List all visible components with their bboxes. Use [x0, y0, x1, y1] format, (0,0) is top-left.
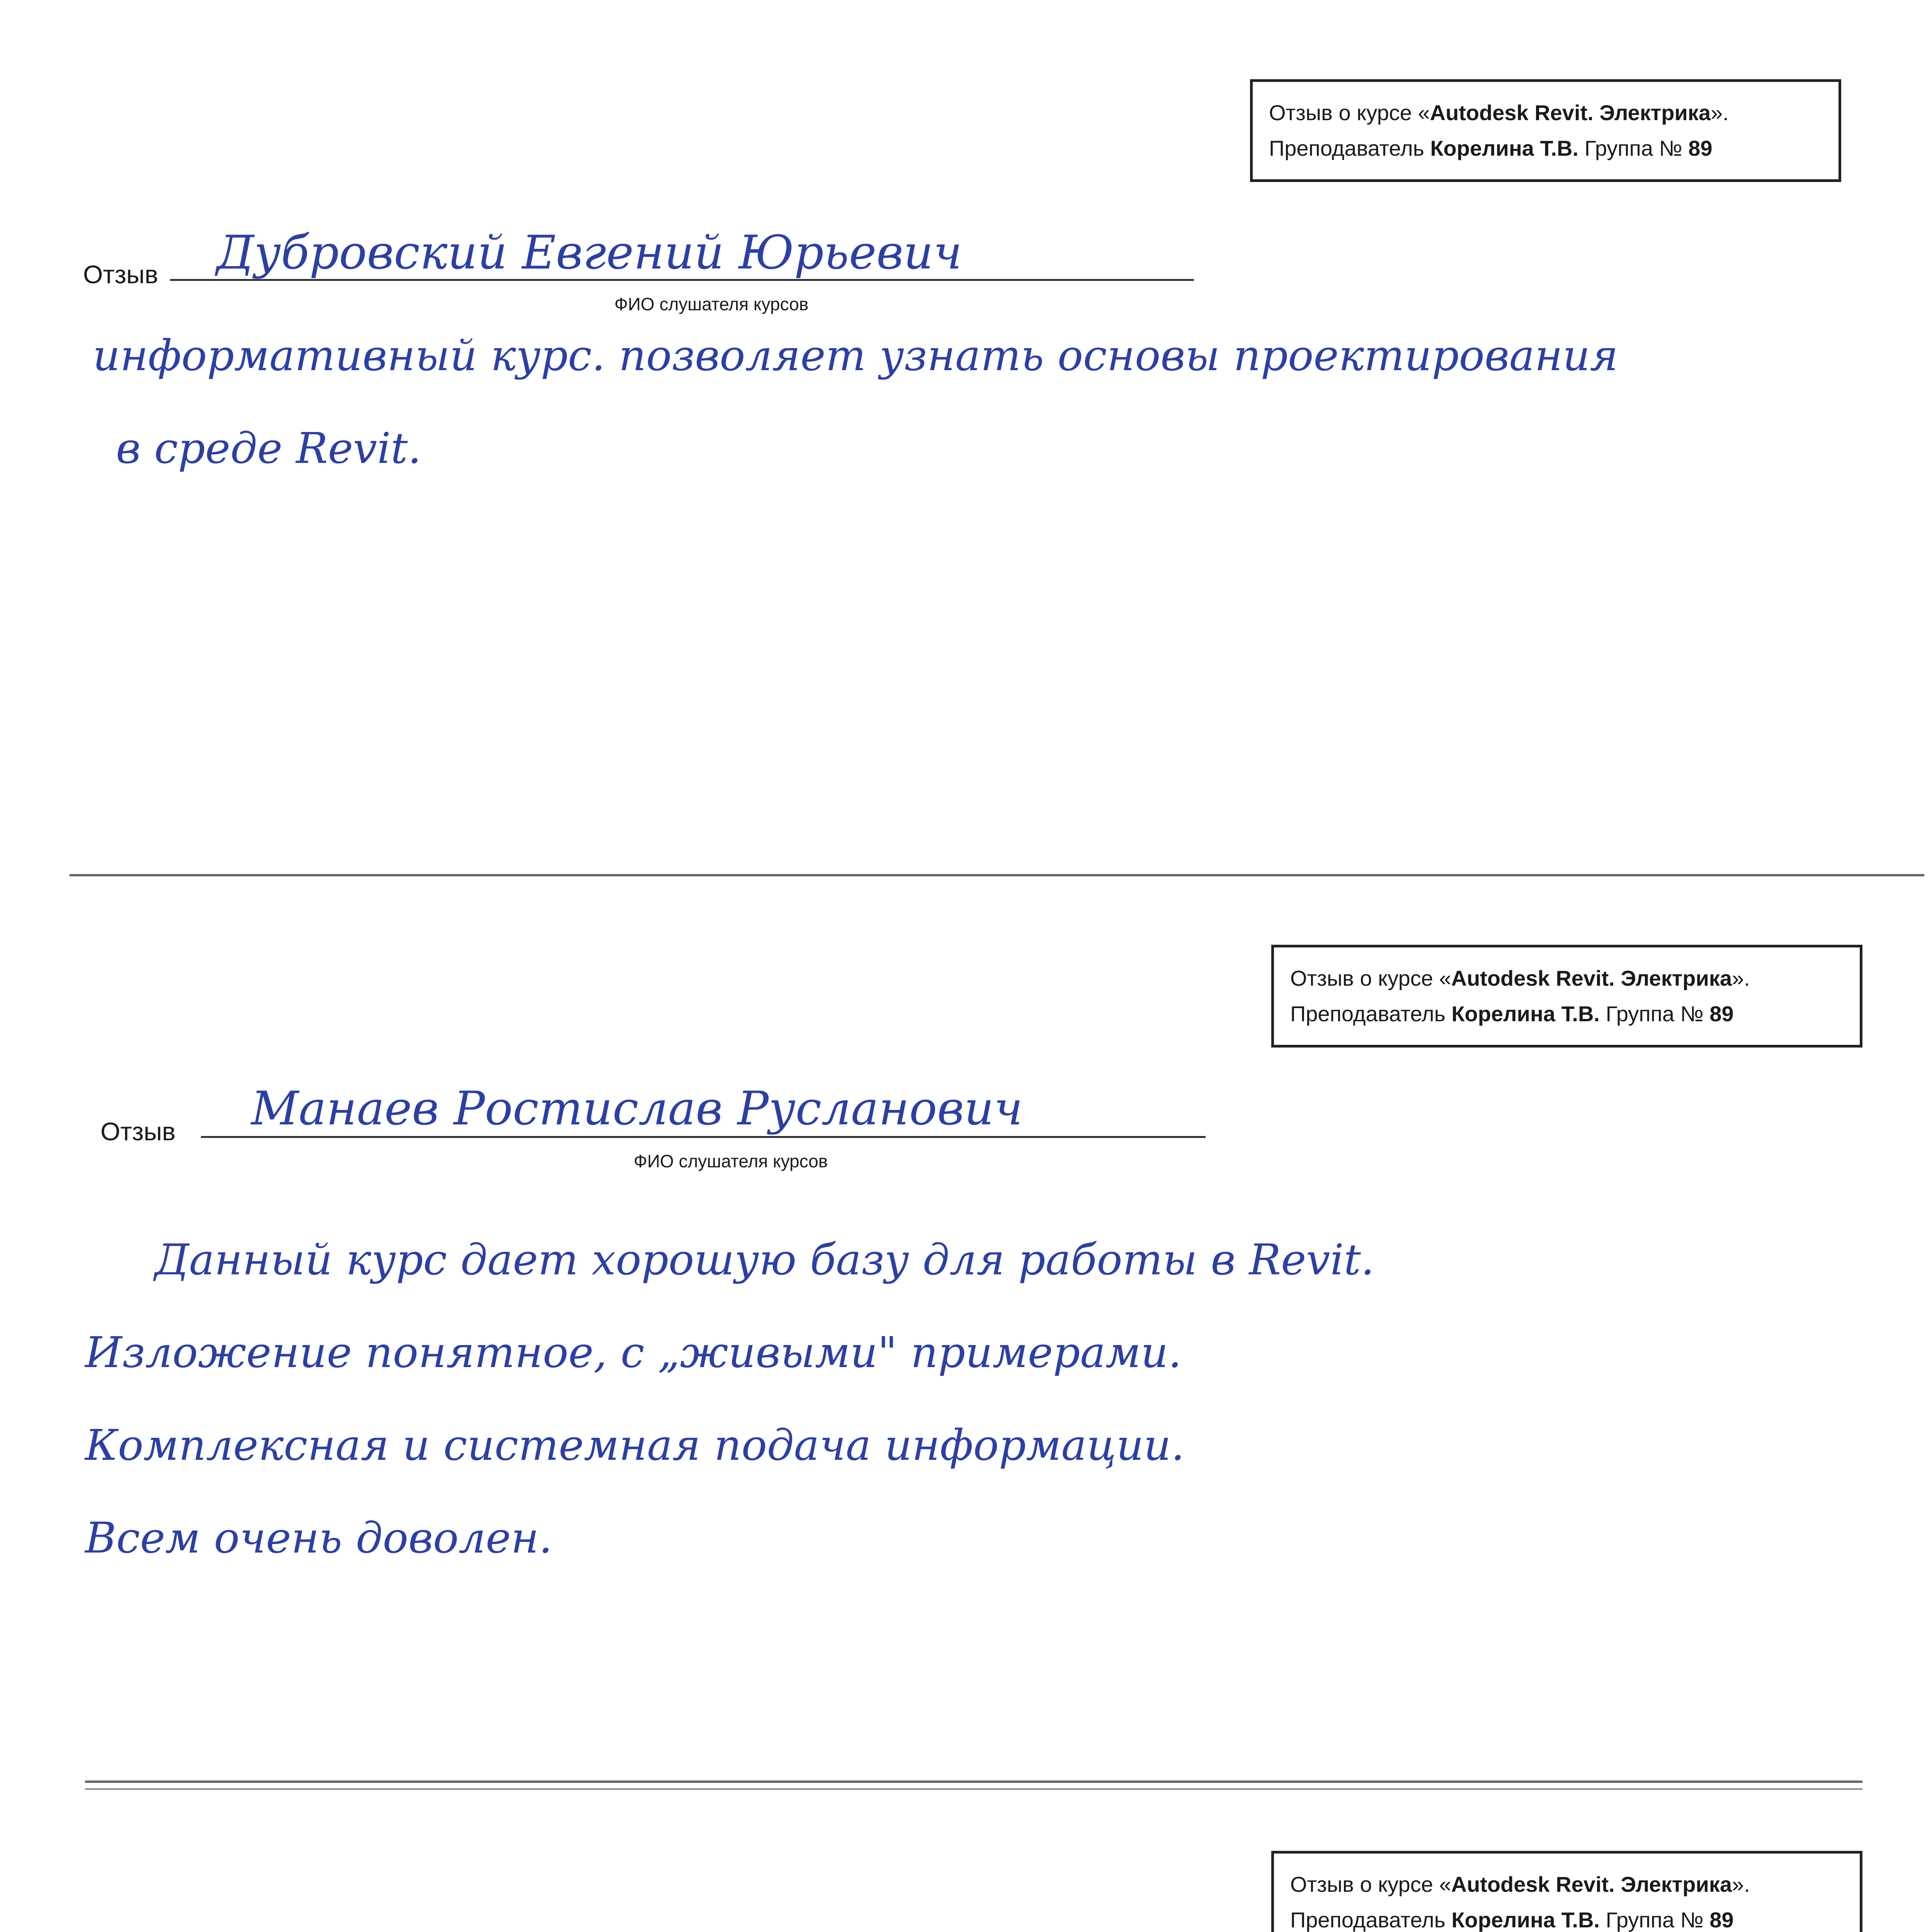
cut-line: [85, 1788, 1862, 1790]
course-line: Отзыв о курсе «Autodesk Revit. Электрика».: [1269, 100, 1729, 125]
review-line: Комплексная и системная подача информации.: [85, 1420, 1185, 1470]
student-name: Манаев Ростислав Русланович: [251, 1082, 1023, 1136]
review-label: Отзыв: [83, 260, 158, 289]
fio-caption: ФИО слушателя курсов: [634, 1151, 828, 1171]
course-name: Autodesk Revit. Электрика: [1451, 966, 1732, 990]
review-card-1: [0, 0, 1932, 889]
teacher-line: Преподаватель Корелина Т.В. Группа № 89: [1269, 136, 1713, 160]
review-line: информативный курс. позволяет узнать основы проектирования: [93, 331, 1618, 380]
review-card-2: [0, 889, 1932, 1777]
course-line: Отзыв о курсе «Autodesk Revit. Электрика».: [1290, 966, 1750, 990]
group-number: 89: [1709, 1908, 1734, 1932]
cut-line: [70, 874, 1924, 876]
review-card-3: [0, 1797, 1932, 1932]
course-info-box: [1271, 945, 1862, 1048]
teacher-line: Преподаватель Корелина Т.В. Группа № 89: [1290, 1002, 1734, 1026]
student-name: Дубровский Евгений Юрьевич: [216, 226, 962, 280]
review-text: [93, 309, 1618, 495]
review-line: Изложение понятное, с „живыми" примерами.: [85, 1328, 1182, 1377]
review-text: [85, 1213, 1374, 1584]
teacher-name: Корелина Т.В.: [1430, 136, 1579, 160]
review-line: Данный курс дает хорошую базу для работы в Revit.: [155, 1235, 1374, 1284]
review-line: в среде Revit.: [116, 423, 422, 473]
teacher-name: Корелина Т.В.: [1451, 1908, 1600, 1932]
course-name: Autodesk Revit. Электрика: [1430, 100, 1711, 125]
name-underline: [201, 1136, 1206, 1138]
course-info-box: [1250, 79, 1841, 182]
cut-line: [85, 1781, 1862, 1783]
teacher-name: Корелина Т.В.: [1451, 1002, 1600, 1026]
course-name: Autodesk Revit. Электрика: [1451, 1872, 1732, 1896]
teacher-line: Преподаватель Корелина Т.В. Группа № 89: [1290, 1908, 1734, 1932]
review-line: Всем очень доволен.: [85, 1513, 553, 1563]
course-line: Отзыв о курсе «Autodesk Revit. Электрика».: [1290, 1872, 1750, 1896]
group-number: 89: [1709, 1002, 1734, 1026]
group-number: 89: [1688, 136, 1713, 160]
fio-caption: ФИО слушателя курсов: [614, 294, 809, 314]
review-label: Отзыв: [100, 1117, 176, 1146]
course-info-box: [1271, 1851, 1862, 1932]
